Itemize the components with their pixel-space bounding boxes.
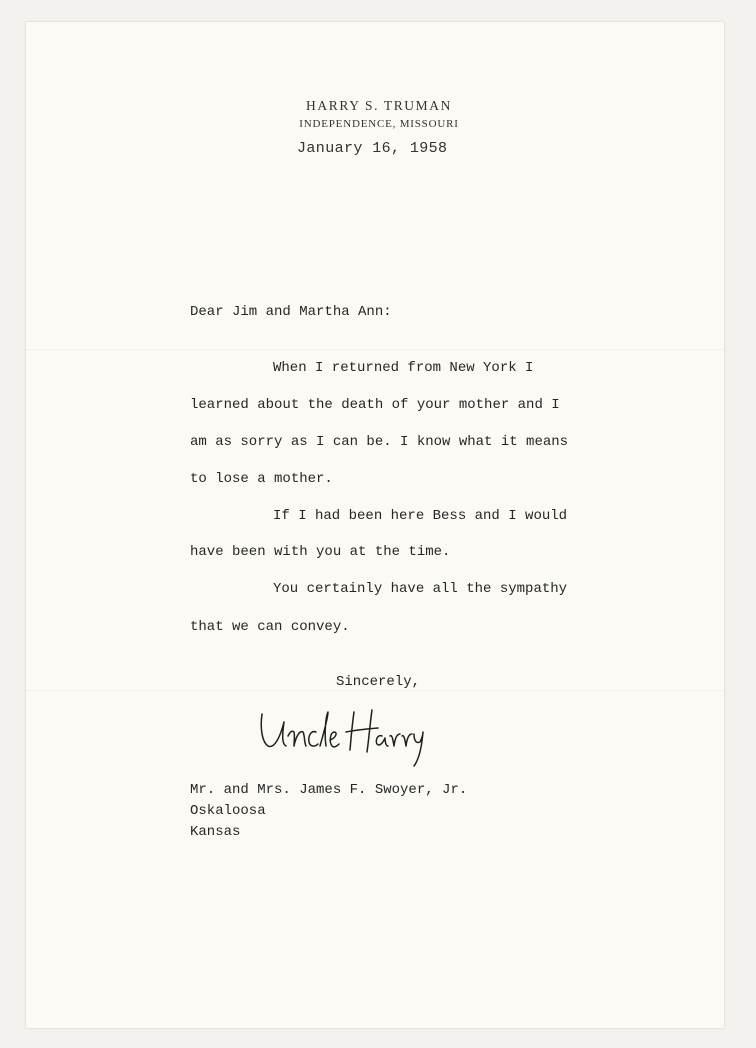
body-line-5: If I had been here Bess and I would xyxy=(273,508,568,524)
closing: Sincerely, xyxy=(336,674,421,690)
letter-date: January 16, 1958 xyxy=(297,140,448,157)
body-line-6: have been with you at the time. xyxy=(190,544,451,560)
signature-text: Uncle Harry xyxy=(254,773,261,774)
salutation: Dear Jim and Martha Ann: xyxy=(190,304,392,320)
fold-crease-lower xyxy=(26,690,724,692)
body-line-7: You certainly have all the sympathy xyxy=(273,581,568,597)
handwritten-signature xyxy=(254,702,434,774)
body-line-4: to lose a mother. xyxy=(190,471,333,487)
address-line-2: Oskaloosa xyxy=(190,803,266,819)
letter-page xyxy=(26,22,724,1028)
body-line-1: When I returned from New York I xyxy=(273,360,534,376)
letterhead-place: INDEPENDENCE, MISSOURI xyxy=(299,118,459,130)
address-line-3: Kansas xyxy=(190,824,241,840)
address-line-1: Mr. and Mrs. James F. Swoyer, Jr. xyxy=(190,782,468,798)
body-line-8: that we can convey. xyxy=(190,619,350,635)
body-line-3: am as sorry as I can be. I know what it means xyxy=(190,434,569,450)
fold-crease-upper xyxy=(26,349,724,351)
letterhead-name: HARRY S. TRUMAN xyxy=(306,98,452,113)
body-line-2: learned about the death of your mother and I xyxy=(190,397,560,413)
